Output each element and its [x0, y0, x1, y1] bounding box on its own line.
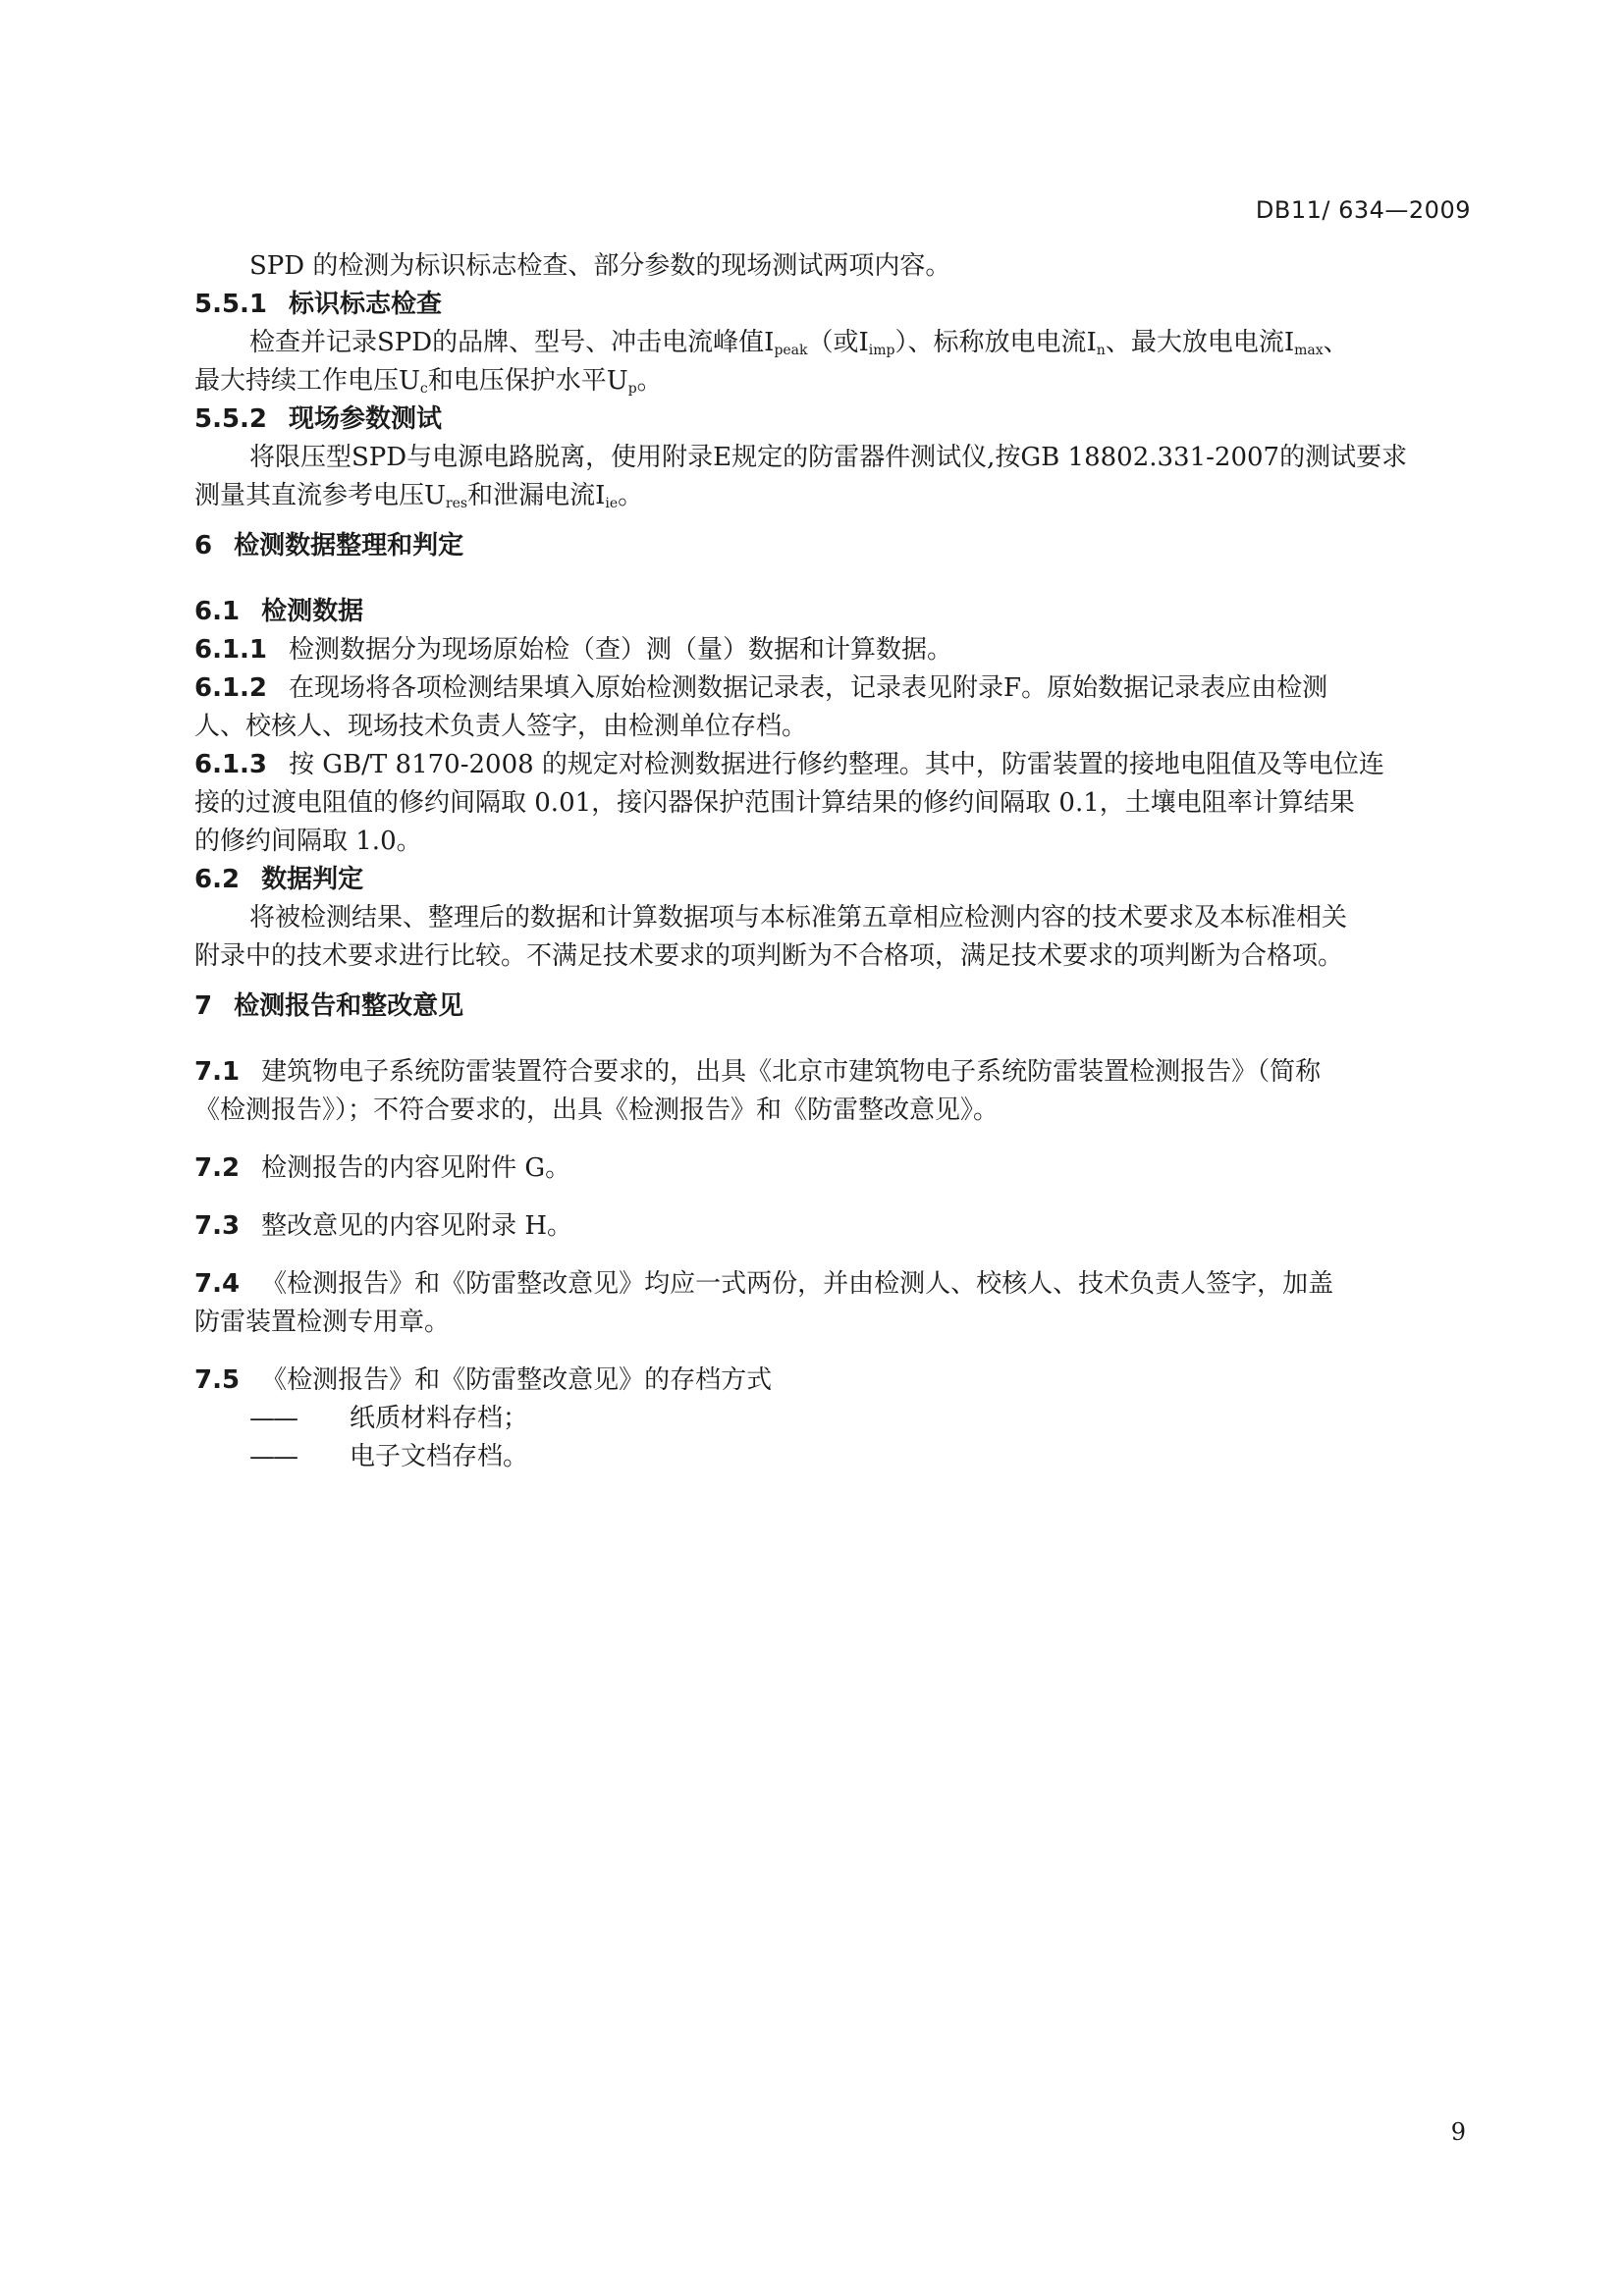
- section-number: 5.5.2: [194, 404, 268, 434]
- clause-number: 7.5: [194, 1365, 241, 1395]
- clause-6-1-3-line-3: 的修约间隔取 1.0。: [194, 827, 422, 856]
- clause-7-2: [194, 1149, 1471, 1188]
- clause-7-3: [194, 1207, 1471, 1246]
- section-5-5-1-heading: [194, 286, 1471, 324]
- clause-6-1-3-line-2: 接的过渡电阻值的修约间隔取 0.01，接闪器保护范围计算结果的修约间隔取 0.1，土壤电阻率计算结果: [194, 788, 1355, 818]
- subscript: c: [419, 381, 428, 397]
- section-title: 现场参数测试: [289, 404, 443, 434]
- section-5-5-1-line-2: [194, 362, 1471, 400]
- chapter-title: 检测报告和整改意见: [234, 991, 464, 1021]
- text-run: 。: [636, 366, 663, 396]
- clause-text: 建筑物电子系统防雷装置符合要求的，出具《北京市建筑物电子系统防雷装置检测报告》（简称: [261, 1057, 1322, 1087]
- clause-number: 7.4: [194, 1269, 241, 1299]
- text-run: 和泄漏电流I: [467, 481, 606, 510]
- chapter-6-heading: [194, 527, 1471, 565]
- text-run: 检查并记录SPD的品牌、型号、冲击电流峰值I: [249, 328, 775, 357]
- clause-6-1-1: [194, 631, 1471, 669]
- section-6-2-line-1: 将被检测结果、整理后的数据和计算数据项与本标准第五章相应检测内容的技术要求及本标准相关: [249, 903, 1348, 933]
- dash-marker: ——: [249, 1442, 297, 1471]
- clause-number: 7.2: [194, 1153, 241, 1183]
- section-5-5-2-line-1: 将限压型SPD与电源电路脱离，使用附录E规定的防雷器件测试仪,按GB 18802.331-2007的测试要求: [249, 443, 1408, 472]
- list-item: [194, 1400, 1471, 1438]
- text-run: 、: [1323, 328, 1349, 357]
- list-item: [194, 1438, 1471, 1476]
- text-run: （或I: [807, 328, 869, 357]
- page-number: 9: [1450, 2118, 1466, 2146]
- clause-number: 7.1: [194, 1057, 241, 1087]
- clause-7-4-line-2: 防雷装置检测专用章。: [194, 1308, 451, 1337]
- clause-number: 6.1.2: [194, 673, 268, 703]
- section-6-2-line-2: 附录中的技术要求进行比较。不满足技术要求的项判断为不合格项，满足技术要求的项判断为合格项。: [194, 941, 1344, 971]
- section-5-5-1-line-1: [194, 324, 1471, 362]
- clause-6-1-3-line-1: [194, 746, 1471, 784]
- subscript: p: [627, 381, 637, 397]
- list-item-text: 纸质材料存档；: [350, 1404, 529, 1433]
- clause-number: 7.3: [194, 1211, 241, 1241]
- section-5-5-2-line-2: [194, 477, 1471, 515]
- section-number: 5.5.1: [194, 290, 268, 319]
- chapter-7-heading: [194, 988, 1471, 1026]
- section-6-2-heading: [194, 861, 1471, 899]
- subscript: ie: [605, 496, 619, 511]
- section-number: 6.1: [194, 597, 241, 626]
- subscript: n: [1096, 343, 1106, 358]
- clause-text: 在现场将各项检测结果填入原始检测数据记录表，记录表见附录F。原始数据记录表应由检测: [289, 673, 1328, 703]
- clause-7-4-line-1: [194, 1265, 1471, 1304]
- section-6-1-heading: [194, 593, 1471, 631]
- section-5-5-2-heading: [194, 400, 1471, 439]
- clause-number: 6.1.3: [194, 750, 268, 779]
- clause-7-1-line-2: 《检测报告》）；不符合要求的，出具《检测报告》和《防雷整改意见》。: [194, 1095, 1000, 1125]
- text-run: 和电压保护水平U: [427, 366, 628, 396]
- text-run: 、最大放电电流I: [1105, 328, 1295, 357]
- text-run: 最大持续工作电压U: [194, 366, 420, 396]
- subscript: res: [445, 496, 468, 511]
- text-run: 测量其直流参考电压U: [194, 481, 446, 510]
- list-item-text: 电子文档存档。: [350, 1442, 529, 1471]
- subscript: max: [1294, 343, 1324, 358]
- clause-7-5: [194, 1362, 1471, 1400]
- clause-text: 整改意见的内容见附录 H。: [261, 1211, 573, 1241]
- section-title: 标识标志检查: [289, 290, 443, 319]
- dash-marker: ——: [249, 1404, 297, 1433]
- text-run: 。: [618, 481, 644, 510]
- clause-7-1-line-1: [194, 1053, 1471, 1092]
- document-code: DB11/ 634—2009: [1255, 196, 1471, 224]
- document-body: [194, 247, 1471, 1476]
- intro-paragraph: SPD 的检测为标识标志检查、部分参数的现场测试两项内容。: [249, 251, 951, 281]
- chapter-title: 检测数据整理和判定: [234, 531, 464, 561]
- clause-number: 6.1.1: [194, 635, 268, 665]
- section-title: 检测数据: [261, 597, 364, 626]
- clause-text: 检测报告的内容见附件 G。: [261, 1153, 571, 1183]
- subscript: imp: [868, 343, 895, 358]
- text-run: ）、标称放电电流I: [894, 328, 1097, 357]
- clause-text: 按 GB/T 8170-2008 的规定对检测数据进行修约整理。其中，防雷装置的接地电阻值及等电位连: [289, 750, 1384, 779]
- clause-text: 检测数据分为现场原始检（查）测（量）数据和计算数据。: [289, 635, 953, 665]
- chapter-number: 7: [194, 991, 213, 1021]
- clause-text: 《检测报告》和《防雷整改意见》的存档方式: [261, 1365, 773, 1395]
- section-number: 6.2: [194, 865, 241, 894]
- clause-6-1-2-line-2: 人、校核人、现场技术负责人签字，由检测单位存档。: [194, 712, 808, 741]
- section-title: 数据判定: [261, 865, 364, 894]
- clause-text: 《检测报告》和《防雷整改意见》均应一式两份，并由检测人、校核人、技术负责人签字，加盖: [261, 1269, 1334, 1299]
- subscript: peak: [774, 343, 808, 358]
- clause-6-1-2-line-1: [194, 669, 1471, 708]
- chapter-number: 6: [194, 531, 213, 561]
